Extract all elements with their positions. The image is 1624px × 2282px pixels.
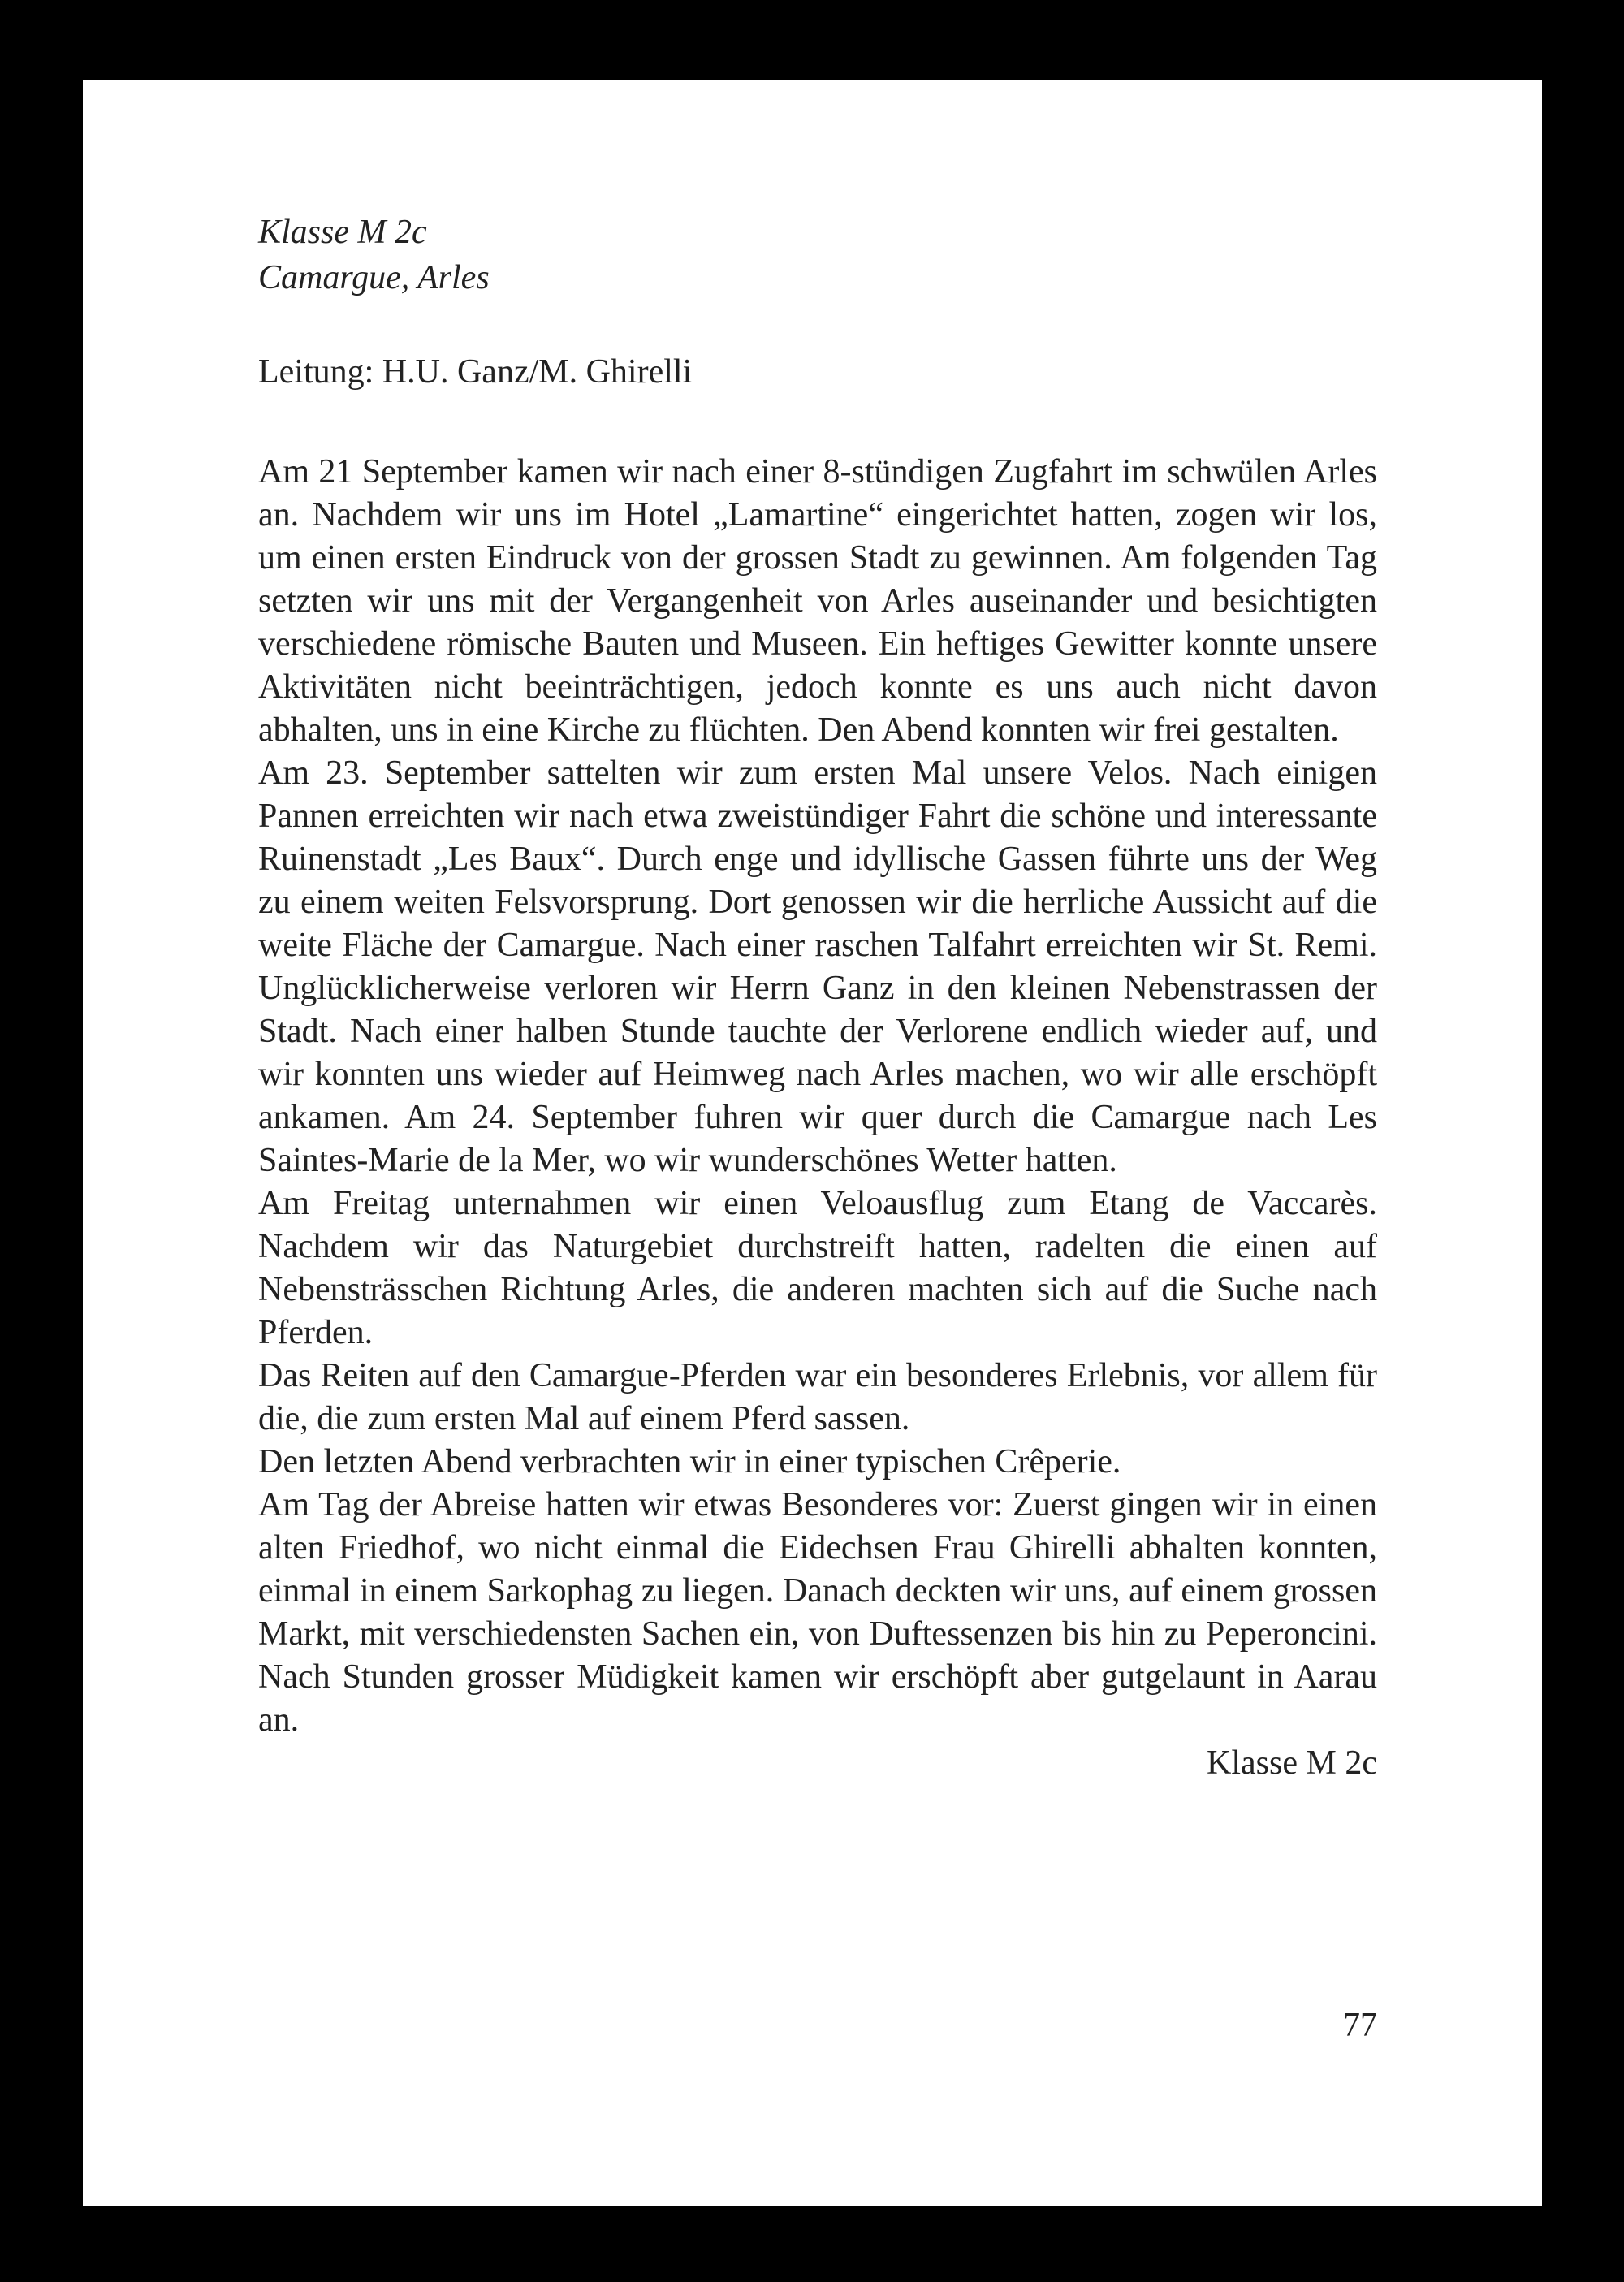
paragraph-les-baux: Am 23. September sattelten wir zum ersten Mal unsere Velos. Nach einigen Pannen erreichten wir nach etwa zweistündiger Fahrt die schöne und interessante Ruinenstadt „Les Baux“. Durch enge und idyllische Gassen führte uns der Weg zu einem weiten Felsvorsprung. Dort genossen wir die herrliche Aussicht auf die weite Fläche der Camargue. Nach einer raschen Talfahrt erreichten wir St. Remi. Unglücklicherweise verloren wir Herrn Ganz in den kleinen Nebenstrassen der Stadt. Nach einer halben Stunde tauchte der Verlorene endlich wieder auf, und wir konnten uns wieder auf Heimweg nach Arles machen, wo wir alle erschöpft ankamen. Am 24. September fuhren wir quer durch die Camargue nach Les Saintes-Marie de la Mer, wo wir wunderschönes Wetter hatten. [258, 754, 1377, 1179]
paragraph-departure: Am Tag der Abreise hatten wir etwas Besonderes vor: Zuerst gingen wir in einen alten Friedhof, wo nicht einmal die Eidechsen Frau Ghirelli abhalten konnten, einmal in einem Sarkophag zu liegen. Danach deckten wir uns, auf einem grossen Markt, mit verschiedensten Sachen ein, von Duftessenzen bis hin zu Peperoncini. Nach Stunden grosser Müdigkeit kamen wir erschöpft aber gutgelaunt in Aarau an. [258, 1486, 1377, 1739]
leitung-line: Leitung: H.U. Ganz/M. Ghirelli [258, 353, 693, 391]
class-heading: Klasse M 2c [258, 214, 427, 251]
report-body [258, 451, 1377, 1785]
paragraph-arrival: Am 21 September kamen wir nach einer 8-stündigen Zugfahrt im schwülen Arles an. Nachdem wir uns im Hotel „Lamartine“ eingerichtet hatten, zogen wir los, um einen ersten Eindruck von der grossen Stadt zu gewinnen. Am folgenden Tag setzten wir uns mit der Vergangenheit von Arles auseinander und besichtigten verschiedene römische Bauten und Museen. Ein heftiges Gewitter konnte unsere Aktivitäten nicht beeinträchtigen, jedoch konnte es uns auch nicht davon abhalten, uns in eine Kirche zu flüchten. Den Abend konnten wir frei gestalten. [258, 453, 1377, 749]
page-number: 77 [1343, 2007, 1377, 2044]
paragraph-riding: Das Reiten auf den Camargue-Pferden war ein besonderes Erlebnis, vor allem für die, die zum ersten Mal auf einem Pferd sassen. [258, 1357, 1377, 1437]
signature: Klasse M 2c [1207, 1744, 1377, 1782]
paragraph-creperie: Den letzten Abend verbrachten wir in einer typischen Crêperie. [258, 1443, 1121, 1480]
paragraph-vaccares: Am Freitag unternahmen wir einen Veloausflug zum Etang de Vaccarès. Nachdem wir das Naturgebiet durchstreift hatten, radelten die einen auf Nebensträsschen Richtung Arles, die anderen machten sich auf die Suche nach Pferden. [258, 1185, 1377, 1351]
document-page [83, 80, 1542, 2206]
destination-heading: Camargue, Arles [258, 259, 490, 296]
article-text-block [258, 210, 1377, 1785]
